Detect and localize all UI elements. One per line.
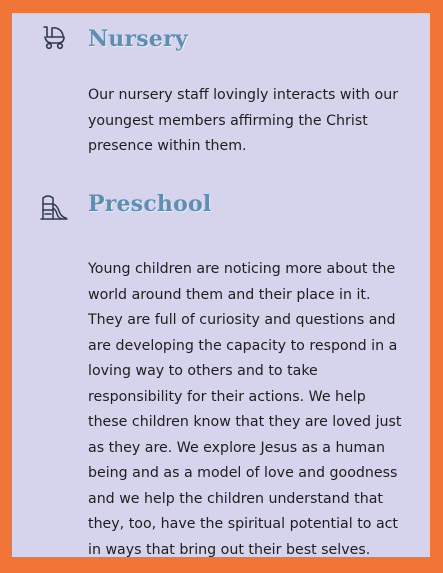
nursery-description: Our nursery staff lovingly interacts with our youngest members affirming the Christ presence within them. (88, 87, 399, 154)
content-panel (12, 13, 430, 557)
playground-slide-icon (40, 193, 68, 221)
preschool-description: Young children are noticing more about the world around them and their place in it. They are full of curiosity and questions and are developing the capacity to respond in a loving way to others and to take responsibility for their actions. We help these children know that they are loved just as they are. We explore Jesus as a human being and as a model of love and goodness and we help the children understand that they, too, have the spiritual potential to act in ways that bring out their best selves. (88, 261, 402, 558)
nursery-heading: Nursery (88, 26, 188, 52)
preschool-heading: Preschool (88, 191, 212, 217)
baby-stroller-icon (40, 23, 68, 51)
